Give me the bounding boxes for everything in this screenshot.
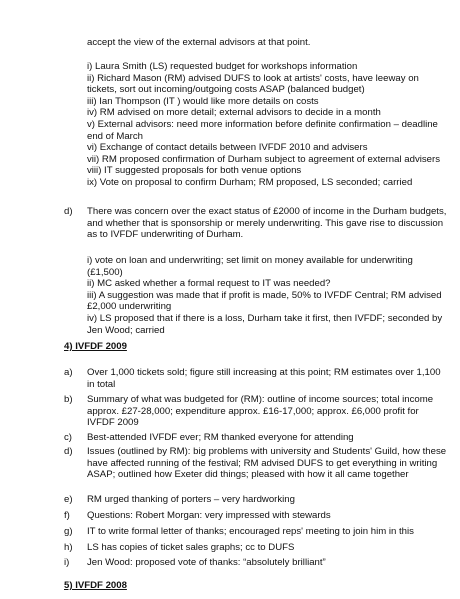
item-text: IT to write formal letter of thanks; encouraged reps' meeting to join him in this: [87, 526, 414, 537]
item-letter: g): [64, 526, 73, 537]
item-text: LS has copies of ticket sales graphs; cc to DUFS: [87, 542, 295, 553]
item-text: Questions: Robert Morgan: very impressed with stewards: [87, 510, 331, 521]
c-point-9: ix) Vote on proposal to confirm Durham; RM proposed, LS seconded; carried: [87, 176, 413, 188]
item-letter: c): [64, 432, 72, 443]
section-heading-ivfdf-2009: 4) IVFDF 2009: [64, 341, 127, 352]
c-point-6: vi) Exchange of contact details between IVFDF 2010 and advisers: [87, 142, 368, 154]
item-text: Best-attended IVFDF ever; RM thanked everyone for attending: [87, 432, 354, 443]
item-text: There was concern over the exact status of £2000 of income in the Durham budgets, and whether that is sponsorship or merely underwriting. This gave rise to discussion as to IVFDF underwriting of Durham.: [87, 206, 447, 241]
c-point-8: viii) IT suggested proposals for both venue options: [87, 165, 302, 177]
item-text: RM urged thanking of porters – very hardworking: [87, 494, 295, 505]
c-point-3: iii) Ian Thompson (IT ) would like more details on costs: [87, 95, 319, 107]
d-point-1: i) vote on loan and underwriting; set limit on money available for underwriting (£1,500): [87, 255, 413, 278]
item-text: Issues (outlined by RM): big problems with university and Students' Guild, how these have affected running of the festival; RM advised DUFS to get everything in writing ASAP; outlined how Exeter did things; pleased with how it all came together: [87, 446, 447, 481]
d-point-2: ii) MC asked whether a formal request to IT was needed?: [87, 278, 331, 290]
d-point-3: iii) A suggestion was made that if profit is made, 50% to IVFDF Central; RM advised £2,000 underwriting: [87, 289, 442, 313]
c-point-2: ii) Richard Mason (RM) advised DUFS to look at artists' costs, have leeway on tickets, sort out incoming/outgoing costs ASAP (balanced budget): [87, 72, 419, 96]
item-letter: e): [64, 494, 73, 505]
item-text: Jen Wood: proposed vote of thanks: “absolutely brilliant”: [87, 557, 326, 568]
item-letter: d): [64, 446, 73, 457]
section-heading-ivfdf-2008: 5) IVFDF 2008: [64, 580, 127, 591]
d-subpoints: [87, 255, 447, 336]
d-point-4: iv) LS proposed that if there is a loss, Durham take it first, then IVFDF; seconded by Jen Wood; carried: [87, 312, 443, 336]
intro-line: [87, 37, 447, 49]
c-point-4: iv) RM advised on more detail; external advisors to decide in a month: [87, 107, 381, 119]
item-letter: b): [64, 394, 73, 405]
intro-text: accept the view of the external advisors at that point.: [87, 37, 311, 48]
item-letter: i): [64, 557, 70, 568]
item-letter: d): [64, 206, 73, 217]
c-point-1: i) Laura Smith (LS) requested budget for workshops information: [87, 61, 358, 72]
item-text: Summary of what was budgeted for (RM): outline of income sources; total income approx. £27-28,000; expenditure approx. £16-17,000; approx. £6,000 profit for IVFDF 2009: [87, 394, 434, 429]
item-letter: f): [64, 510, 70, 521]
c-subpoints: [87, 61, 447, 189]
c-point-7: vii) RM proposed confirmation of Durham subject to agreement of external advisers: [87, 153, 440, 165]
item-letter: a): [64, 367, 73, 378]
item-text: Over 1,000 tickets sold; figure still increasing at this point; RM estimates over 1,100 in total: [87, 367, 441, 390]
item-letter: h): [64, 542, 73, 553]
c-point-5: v) External advisors: need more information before definite confirmation – deadline end of March: [87, 118, 438, 142]
